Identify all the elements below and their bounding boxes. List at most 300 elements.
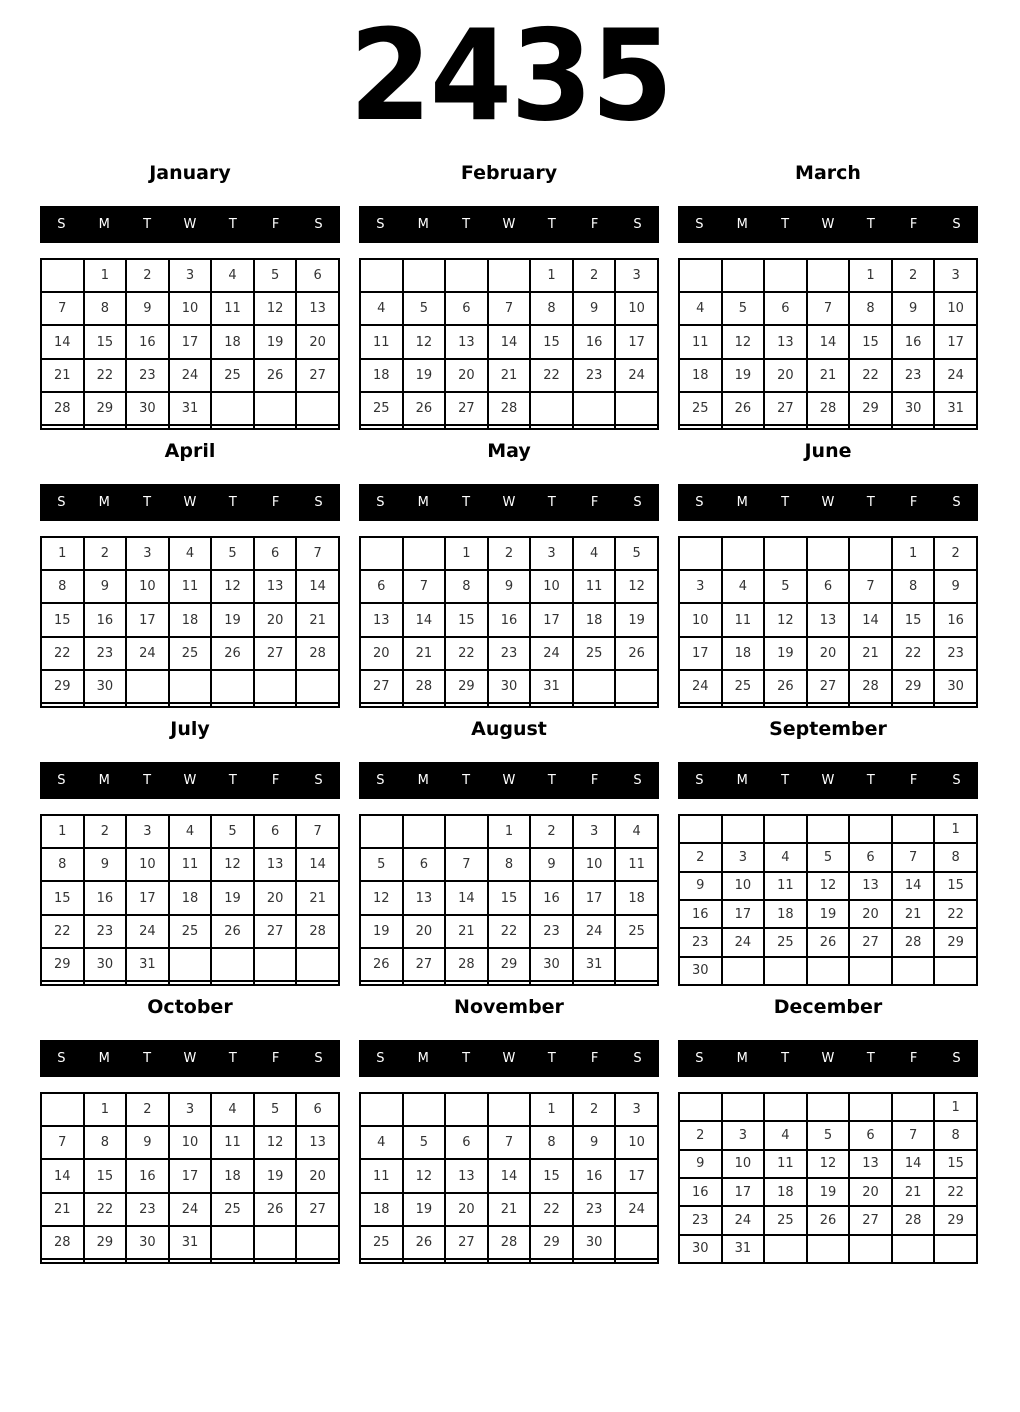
empty-cell bbox=[849, 537, 892, 570]
date-cell: 12 bbox=[211, 570, 254, 603]
date-cell: 11 bbox=[764, 872, 807, 900]
weekday-label: W bbox=[807, 1040, 850, 1077]
date-cell: 16 bbox=[573, 325, 616, 358]
date-cell: 12 bbox=[807, 1150, 850, 1178]
date-cell: 16 bbox=[679, 1178, 722, 1206]
empty-cell bbox=[679, 703, 722, 707]
week-row bbox=[679, 900, 977, 928]
date-cell: 13 bbox=[403, 881, 446, 914]
month-title: January bbox=[149, 162, 231, 184]
empty-cell bbox=[679, 259, 722, 292]
date-cell: 20 bbox=[445, 1193, 488, 1226]
date-cell: 10 bbox=[573, 848, 616, 881]
date-cell: 19 bbox=[615, 603, 658, 636]
date-cell: 4 bbox=[169, 537, 212, 570]
date-cell: 31 bbox=[126, 948, 169, 981]
date-cell: 9 bbox=[573, 1126, 616, 1159]
weekday-label: M bbox=[402, 206, 445, 243]
date-cell: 30 bbox=[679, 957, 722, 985]
date-cell: 6 bbox=[764, 292, 807, 325]
week-row bbox=[360, 325, 658, 358]
date-cell: 25 bbox=[764, 1206, 807, 1234]
date-cell: 8 bbox=[934, 1121, 977, 1149]
date-cell: 22 bbox=[41, 637, 84, 670]
date-cell: 24 bbox=[169, 1193, 212, 1226]
empty-cell bbox=[615, 670, 658, 703]
date-cell: 30 bbox=[84, 670, 127, 703]
weekday-label: T bbox=[849, 206, 892, 243]
date-cell: 24 bbox=[126, 637, 169, 670]
empty-cell bbox=[722, 957, 765, 985]
date-cell: 25 bbox=[764, 928, 807, 956]
weekday-label: T bbox=[530, 206, 573, 243]
date-cell: 12 bbox=[403, 325, 446, 358]
weekday-label: W bbox=[169, 484, 212, 521]
date-cell: 25 bbox=[679, 392, 722, 425]
date-cell: 31 bbox=[169, 1226, 212, 1259]
date-cell: 8 bbox=[530, 292, 573, 325]
date-cell: 6 bbox=[296, 259, 339, 292]
date-cell: 8 bbox=[530, 1126, 573, 1159]
date-cell: 2 bbox=[84, 537, 127, 570]
date-cell: 11 bbox=[169, 570, 212, 603]
date-cell: 11 bbox=[615, 848, 658, 881]
date-cell: 16 bbox=[573, 1159, 616, 1192]
date-cell: 5 bbox=[254, 1093, 297, 1126]
weekday-label: T bbox=[849, 484, 892, 521]
date-cell: 24 bbox=[934, 359, 977, 392]
empty-cell bbox=[892, 703, 935, 707]
empty-cell bbox=[573, 1259, 616, 1263]
weekday-label: M bbox=[83, 206, 126, 243]
empty-cell bbox=[615, 392, 658, 425]
empty-cell bbox=[849, 1093, 892, 1121]
date-cell: 6 bbox=[296, 1093, 339, 1126]
date-cell: 26 bbox=[807, 1206, 850, 1234]
empty-cell bbox=[169, 703, 212, 707]
date-cell: 8 bbox=[488, 848, 531, 881]
weekday-header bbox=[678, 206, 978, 243]
date-cell: 11 bbox=[573, 570, 616, 603]
weekday-header-row bbox=[40, 484, 340, 521]
date-cell: 10 bbox=[615, 1126, 658, 1159]
empty-cell bbox=[126, 981, 169, 985]
date-cell: 10 bbox=[169, 292, 212, 325]
date-cell: 15 bbox=[530, 325, 573, 358]
date-cell: 30 bbox=[934, 670, 977, 703]
empty-cell bbox=[573, 703, 616, 707]
date-cell: 16 bbox=[126, 1159, 169, 1192]
date-cell: 30 bbox=[530, 948, 573, 981]
date-cell: 28 bbox=[445, 948, 488, 981]
month-block-july bbox=[40, 708, 340, 986]
date-cell: 1 bbox=[530, 1093, 573, 1126]
date-cell: 15 bbox=[488, 881, 531, 914]
week-row bbox=[360, 1093, 658, 1126]
date-cell: 27 bbox=[445, 1226, 488, 1259]
empty-cell bbox=[169, 981, 212, 985]
date-cell: 21 bbox=[403, 637, 446, 670]
date-cell: 14 bbox=[41, 1159, 84, 1192]
empty-cell bbox=[849, 957, 892, 985]
date-cell: 8 bbox=[84, 1126, 127, 1159]
weekday-header bbox=[40, 206, 340, 243]
empty-cell bbox=[169, 948, 212, 981]
empty-cell bbox=[360, 259, 403, 292]
weekday-label: S bbox=[616, 206, 659, 243]
date-cell: 10 bbox=[169, 1126, 212, 1159]
date-cell: 25 bbox=[360, 1226, 403, 1259]
week-row bbox=[41, 359, 339, 392]
week-row bbox=[41, 1193, 339, 1226]
date-cell: 16 bbox=[488, 603, 531, 636]
week-row bbox=[360, 1226, 658, 1259]
month-grid bbox=[678, 1092, 978, 1264]
month-title: July bbox=[170, 718, 210, 740]
date-cell: 5 bbox=[403, 1126, 446, 1159]
date-cell: 3 bbox=[169, 259, 212, 292]
date-cell: 20 bbox=[254, 603, 297, 636]
empty-cell bbox=[530, 425, 573, 429]
weekday-label: S bbox=[935, 1040, 978, 1077]
date-cell: 2 bbox=[126, 1093, 169, 1126]
date-cell: 24 bbox=[530, 637, 573, 670]
empty-cell bbox=[254, 703, 297, 707]
date-cell: 17 bbox=[722, 900, 765, 928]
date-cell: 2 bbox=[679, 843, 722, 871]
date-cell: 15 bbox=[849, 325, 892, 358]
date-cell: 2 bbox=[84, 815, 127, 848]
empty-cell bbox=[488, 1259, 531, 1263]
empty-cell bbox=[84, 425, 127, 429]
date-cell: 31 bbox=[573, 948, 616, 981]
month-title: May bbox=[487, 440, 531, 462]
empty-cell bbox=[807, 425, 850, 429]
date-cell: 23 bbox=[892, 359, 935, 392]
date-cell: 22 bbox=[530, 1193, 573, 1226]
date-cell: 11 bbox=[211, 1126, 254, 1159]
date-cell: 16 bbox=[126, 325, 169, 358]
empty-cell bbox=[445, 425, 488, 429]
empty-cell bbox=[934, 957, 977, 985]
date-cell: 9 bbox=[488, 570, 531, 603]
empty-cell bbox=[849, 815, 892, 843]
date-cell: 28 bbox=[403, 670, 446, 703]
date-cell: 29 bbox=[41, 670, 84, 703]
empty-cell bbox=[445, 1259, 488, 1263]
weekday-label: T bbox=[211, 1040, 254, 1077]
empty-cell bbox=[615, 703, 658, 707]
weekday-header bbox=[678, 1040, 978, 1077]
week-row bbox=[360, 292, 658, 325]
date-cell: 7 bbox=[403, 570, 446, 603]
month-block-october bbox=[40, 986, 340, 1264]
week-row bbox=[360, 1259, 658, 1263]
date-cell: 9 bbox=[892, 292, 935, 325]
date-cell: 25 bbox=[573, 637, 616, 670]
week-row bbox=[679, 425, 977, 429]
date-cell: 15 bbox=[41, 603, 84, 636]
date-cell: 7 bbox=[41, 292, 84, 325]
date-cell: 28 bbox=[41, 1226, 84, 1259]
empty-cell bbox=[84, 981, 127, 985]
month-block-september bbox=[678, 708, 978, 986]
empty-cell bbox=[211, 948, 254, 981]
date-cell: 11 bbox=[764, 1150, 807, 1178]
date-cell: 19 bbox=[807, 1178, 850, 1206]
date-cell: 17 bbox=[722, 1178, 765, 1206]
empty-cell bbox=[403, 425, 446, 429]
empty-cell bbox=[679, 425, 722, 429]
week-row bbox=[679, 1093, 977, 1121]
week-row bbox=[41, 1159, 339, 1192]
empty-cell bbox=[445, 1093, 488, 1126]
empty-cell bbox=[722, 815, 765, 843]
month-block-november bbox=[359, 986, 659, 1264]
date-cell: 23 bbox=[84, 915, 127, 948]
empty-cell bbox=[296, 392, 339, 425]
date-cell: 2 bbox=[573, 259, 616, 292]
date-cell: 26 bbox=[360, 948, 403, 981]
date-cell: 29 bbox=[849, 392, 892, 425]
date-cell: 10 bbox=[126, 848, 169, 881]
date-cell: 18 bbox=[764, 1178, 807, 1206]
empty-cell bbox=[41, 981, 84, 985]
month-block-april bbox=[40, 430, 340, 708]
date-cell: 14 bbox=[488, 1159, 531, 1192]
month-block-may bbox=[359, 430, 659, 708]
date-cell: 20 bbox=[403, 915, 446, 948]
weekday-label: T bbox=[211, 206, 254, 243]
empty-cell bbox=[169, 1259, 212, 1263]
empty-cell bbox=[126, 670, 169, 703]
date-cell: 22 bbox=[41, 915, 84, 948]
date-cell: 5 bbox=[615, 537, 658, 570]
weekday-label: M bbox=[83, 1040, 126, 1077]
weekday-label: S bbox=[616, 762, 659, 799]
date-cell: 7 bbox=[892, 1121, 935, 1149]
date-cell: 28 bbox=[296, 915, 339, 948]
date-cell: 24 bbox=[722, 928, 765, 956]
empty-cell bbox=[764, 259, 807, 292]
empty-cell bbox=[488, 259, 531, 292]
date-cell: 14 bbox=[403, 603, 446, 636]
weekday-label: T bbox=[126, 1040, 169, 1077]
weekday-header-row bbox=[40, 1040, 340, 1077]
empty-cell bbox=[360, 703, 403, 707]
empty-cell bbox=[679, 537, 722, 570]
weekday-header-row bbox=[359, 762, 659, 799]
date-cell: 15 bbox=[445, 603, 488, 636]
date-cell: 21 bbox=[41, 359, 84, 392]
empty-cell bbox=[254, 1226, 297, 1259]
date-cell: 17 bbox=[530, 603, 573, 636]
date-cell: 29 bbox=[892, 670, 935, 703]
empty-cell bbox=[403, 259, 446, 292]
week-row bbox=[679, 670, 977, 703]
date-cell: 13 bbox=[296, 292, 339, 325]
date-cell: 4 bbox=[615, 815, 658, 848]
empty-cell bbox=[445, 981, 488, 985]
empty-cell bbox=[764, 957, 807, 985]
week-row bbox=[679, 603, 977, 636]
date-cell: 26 bbox=[807, 928, 850, 956]
date-cell: 12 bbox=[403, 1159, 446, 1192]
date-cell: 3 bbox=[722, 1121, 765, 1149]
date-cell: 6 bbox=[254, 815, 297, 848]
weekday-header-row bbox=[40, 206, 340, 243]
date-cell: 18 bbox=[573, 603, 616, 636]
date-cell: 2 bbox=[934, 537, 977, 570]
week-row bbox=[41, 670, 339, 703]
date-cell: 5 bbox=[764, 570, 807, 603]
date-cell: 14 bbox=[41, 325, 84, 358]
date-cell: 28 bbox=[296, 637, 339, 670]
week-row bbox=[679, 359, 977, 392]
weekday-label: S bbox=[359, 206, 402, 243]
date-cell: 26 bbox=[254, 359, 297, 392]
weekday-label: F bbox=[254, 206, 297, 243]
date-cell: 18 bbox=[360, 359, 403, 392]
empty-cell bbox=[403, 537, 446, 570]
empty-cell bbox=[573, 670, 616, 703]
week-row bbox=[360, 603, 658, 636]
date-cell: 17 bbox=[934, 325, 977, 358]
date-cell: 6 bbox=[445, 1126, 488, 1159]
date-cell: 7 bbox=[445, 848, 488, 881]
months-grid bbox=[0, 152, 1020, 1264]
weekday-label: F bbox=[254, 762, 297, 799]
date-cell: 9 bbox=[126, 292, 169, 325]
date-cell: 8 bbox=[84, 292, 127, 325]
date-cell: 17 bbox=[126, 881, 169, 914]
date-cell: 23 bbox=[126, 359, 169, 392]
date-cell: 3 bbox=[722, 843, 765, 871]
empty-cell bbox=[211, 392, 254, 425]
date-cell: 4 bbox=[360, 292, 403, 325]
date-cell: 8 bbox=[445, 570, 488, 603]
week-row bbox=[41, 603, 339, 636]
empty-cell bbox=[126, 703, 169, 707]
date-cell: 12 bbox=[722, 325, 765, 358]
date-cell: 22 bbox=[849, 359, 892, 392]
date-cell: 23 bbox=[573, 359, 616, 392]
date-cell: 26 bbox=[403, 392, 446, 425]
date-cell: 31 bbox=[934, 392, 977, 425]
date-cell: 9 bbox=[679, 1150, 722, 1178]
date-cell: 20 bbox=[296, 325, 339, 358]
date-cell: 11 bbox=[679, 325, 722, 358]
date-cell: 5 bbox=[403, 292, 446, 325]
weekday-label: F bbox=[254, 1040, 297, 1077]
month-grid bbox=[40, 1092, 340, 1264]
empty-cell bbox=[892, 815, 935, 843]
date-cell: 19 bbox=[254, 325, 297, 358]
date-cell: 19 bbox=[764, 637, 807, 670]
weekday-label: F bbox=[892, 206, 935, 243]
date-cell: 26 bbox=[211, 637, 254, 670]
empty-cell bbox=[849, 1235, 892, 1263]
date-cell: 14 bbox=[892, 1150, 935, 1178]
date-cell: 4 bbox=[764, 843, 807, 871]
date-cell: 15 bbox=[41, 881, 84, 914]
week-row bbox=[360, 637, 658, 670]
week-row bbox=[679, 392, 977, 425]
date-cell: 31 bbox=[530, 670, 573, 703]
weekday-label: F bbox=[892, 1040, 935, 1077]
date-cell: 30 bbox=[126, 392, 169, 425]
date-cell: 7 bbox=[296, 815, 339, 848]
date-cell: 17 bbox=[573, 881, 616, 914]
date-cell: 27 bbox=[807, 670, 850, 703]
date-cell: 14 bbox=[296, 570, 339, 603]
week-row bbox=[360, 848, 658, 881]
date-cell: 3 bbox=[126, 537, 169, 570]
weekday-header-row bbox=[359, 1040, 659, 1077]
month-block-january bbox=[40, 152, 340, 430]
date-cell: 23 bbox=[934, 637, 977, 670]
date-cell: 13 bbox=[849, 1150, 892, 1178]
week-row bbox=[679, 1121, 977, 1149]
empty-cell bbox=[41, 1093, 84, 1126]
date-cell: 4 bbox=[211, 259, 254, 292]
date-cell: 6 bbox=[445, 292, 488, 325]
month-grid bbox=[359, 814, 659, 986]
week-row bbox=[679, 1150, 977, 1178]
date-cell: 13 bbox=[445, 325, 488, 358]
empty-cell bbox=[254, 670, 297, 703]
empty-cell bbox=[764, 1093, 807, 1121]
date-cell: 21 bbox=[807, 359, 850, 392]
date-cell: 21 bbox=[296, 603, 339, 636]
date-cell: 16 bbox=[84, 881, 127, 914]
date-cell: 24 bbox=[169, 359, 212, 392]
date-cell: 13 bbox=[764, 325, 807, 358]
date-cell: 5 bbox=[807, 843, 850, 871]
date-cell: 22 bbox=[934, 1178, 977, 1206]
date-cell: 13 bbox=[807, 603, 850, 636]
week-row bbox=[679, 537, 977, 570]
empty-cell bbox=[360, 1259, 403, 1263]
week-row bbox=[41, 848, 339, 881]
week-row bbox=[360, 570, 658, 603]
week-row bbox=[360, 425, 658, 429]
date-cell: 20 bbox=[849, 1178, 892, 1206]
date-cell: 8 bbox=[849, 292, 892, 325]
empty-cell bbox=[126, 1259, 169, 1263]
date-cell: 29 bbox=[84, 392, 127, 425]
week-row bbox=[679, 703, 977, 707]
weekday-label: S bbox=[616, 484, 659, 521]
empty-cell bbox=[169, 425, 212, 429]
week-row bbox=[360, 1193, 658, 1226]
week-row bbox=[360, 981, 658, 985]
weekday-label: T bbox=[211, 484, 254, 521]
date-cell: 11 bbox=[360, 1159, 403, 1192]
date-cell: 19 bbox=[211, 881, 254, 914]
empty-cell bbox=[679, 815, 722, 843]
date-cell: 13 bbox=[360, 603, 403, 636]
weekday-header bbox=[678, 762, 978, 799]
empty-cell bbox=[488, 981, 531, 985]
empty-cell bbox=[679, 1093, 722, 1121]
date-cell: 24 bbox=[722, 1206, 765, 1234]
empty-cell bbox=[211, 425, 254, 429]
date-cell: 1 bbox=[445, 537, 488, 570]
date-cell: 11 bbox=[722, 603, 765, 636]
empty-cell bbox=[360, 981, 403, 985]
weekday-label: T bbox=[445, 484, 488, 521]
